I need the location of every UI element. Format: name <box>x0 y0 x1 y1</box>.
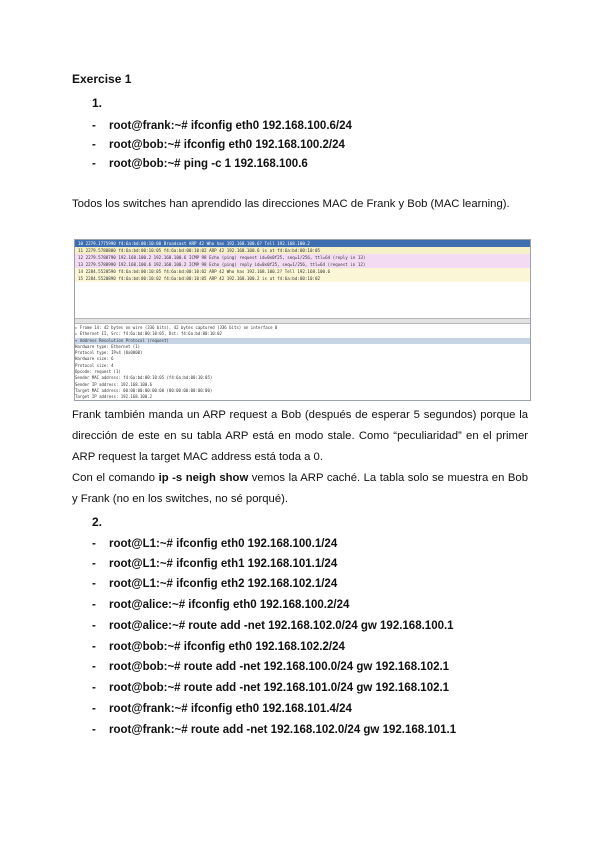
packet-row: 12 2279.5788790 192.168.100.2 192.168.100.6 ICMP 98 Echo (ping) request id=0x0f25, seq=1/256, ttl=64 (reply in 13) <box>75 254 530 261</box>
command-text: root@frank:~# ifconfig eth0 192.168.100.6/24 <box>109 120 352 132</box>
pane-divider <box>75 318 530 324</box>
detail-row: Target IP address: 192.168.100.2 <box>75 394 153 400</box>
detail-row: Sender MAC address: f4:6a:bd:00:10:05 (f4:6a:bd:00:10:05) <box>75 375 213 381</box>
packet-details <box>75 325 530 400</box>
bullet-dash: - <box>92 538 96 550</box>
command-text: root@frank:~# ifconfig eth0 192.168.101.4/24 <box>109 703 352 715</box>
command-line <box>92 620 454 632</box>
bullet-dash: - <box>92 558 96 570</box>
text-after: vemos la ARP caché. La tabla solo se muestra en Bob y Frank (no en los switches, no sé porqué). <box>72 472 529 505</box>
command-line <box>92 158 308 170</box>
bullet-dash: - <box>92 682 96 694</box>
bullet-dash: - <box>92 578 96 590</box>
command-line <box>92 682 449 694</box>
paragraph-mac-learning: Todos los switches han aprendido las direcciones MAC de Frank y Bob (MAC learning). <box>72 198 510 210</box>
packet-row: 15 2284.5520890 f4:6a:bd:00:10:02 f4:6a:bd:00:10:05 ARP 42 192.168.100.2 is at f4:6a:bd:00:10:02 <box>75 275 530 282</box>
command-text: root@bob:~# ping -c 1 192.168.100.6 <box>109 158 308 170</box>
command-text: root@frank:~# route add -net 192.168.102.0/24 gw 192.168.101.1 <box>109 724 457 736</box>
detail-row: ▸ Ethernet II, Src: f4:6a:bd:00:10:05, Dst: f4:6a:bd:00:10:02 <box>75 331 222 337</box>
paragraph-arp-stale: Frank también manda un ARP request a Bob (después de esperar 5 segundos) porque la dirección de este en su tabla ARP está en modo stale. Como “peculiaridad” en el primer ARP request la target MAC address está toda a 0. <box>72 409 528 463</box>
command-line <box>92 703 352 715</box>
command-text: root@L1:~# ifconfig eth2 192.168.102.1/24 <box>109 578 338 590</box>
command-line <box>92 724 456 736</box>
text-before: Con el comando <box>72 472 159 484</box>
packet-row: 14 2284.5520590 f4:6a:bd:00:10:05 f4:6a:bd:00:10:02 ARP 42 Who has 192.168.100.2? Tell 192.168.100.6 <box>75 268 530 275</box>
command-text: root@bob:~# ifconfig eth0 192.168.100.2/24 <box>109 139 345 151</box>
part-1-number: 1. <box>92 96 103 110</box>
bullet-dash: - <box>92 158 96 170</box>
command-line <box>92 139 345 151</box>
bullet-dash: - <box>92 724 96 736</box>
command-text: root@L1:~# ifconfig eth1 192.168.101.1/24 <box>109 558 338 570</box>
detail-row: Sender IP address: 192.168.100.6 <box>75 381 153 387</box>
detail-row: Hardware type: Ethernet (1) <box>75 343 141 349</box>
bullet-dash: - <box>92 661 96 673</box>
bullet-dash: - <box>92 599 96 611</box>
packet-list <box>75 240 530 315</box>
inline-command: ip -s neigh show <box>158 472 249 484</box>
detail-row: Target MAC address: 00:00:00:00:00:00 (00:00:00:00:00:00) <box>75 387 213 393</box>
bullet-dash: - <box>92 139 96 151</box>
detail-row: Hardware size: 6 <box>75 356 114 362</box>
exercise-title: Exercise 1 <box>72 72 132 86</box>
bullet-dash: - <box>92 703 96 715</box>
packet-row: 11 2279.5788800 f4:6a:bd:00:10:05 f4:6a:bd:00:10:02 ARP 42 192.168.100.6 is at f4:6a:bd:00:10:05 <box>75 247 530 254</box>
command-text: root@alice:~# ifconfig eth0 192.168.100.2/24 <box>109 599 350 611</box>
command-line <box>92 558 337 570</box>
detail-row: Protocol type: IPv4 (0x0800) <box>75 350 143 356</box>
command-line <box>92 641 345 653</box>
detail-row: Opcode: request (1) <box>75 369 121 375</box>
command-text: root@bob:~# route add -net 192.168.101.0/24 gw 192.168.102.1 <box>109 682 450 694</box>
command-line <box>92 661 449 673</box>
command-text: root@L1:~# ifconfig eth0 192.168.100.1/24 <box>109 538 338 550</box>
command-text: root@alice:~# route add -net 192.168.102.0/24 gw 192.168.100.1 <box>109 620 454 632</box>
command-line <box>92 120 352 132</box>
packet-row: 13 2279.5788990 192.168.100.6 192.168.100.2 ICMP 98 Echo (ping) reply id=0x0f25, seq=1/256, ttl=64 (request in 12) <box>75 261 530 268</box>
detail-row: ▸ Frame 14: 42 bytes on wire (336 bits), 42 bytes captured (336 bits) on interface 0 <box>75 325 278 330</box>
command-text: root@bob:~# ifconfig eth0 192.168.102.2/24 <box>109 641 345 653</box>
command-text: root@bob:~# route add -net 192.168.100.0/24 gw 192.168.102.1 <box>109 661 450 673</box>
bullet-dash: - <box>92 620 96 632</box>
detail-row: Protocol size: 4 <box>75 362 114 368</box>
command-line <box>92 578 337 590</box>
command-line <box>92 599 349 611</box>
part-2-number: 2. <box>92 515 103 529</box>
packet-row: 10 2279.1775990 f4:6a:bd:00:10:00 Broadcast ARP 42 Who has 192.168.100.6? Tell 192.168.100.2 <box>75 240 530 247</box>
paragraph-arp-cache <box>72 468 528 510</box>
bullet-dash: - <box>92 641 96 653</box>
packet-capture-screenshot <box>74 239 531 401</box>
bullet-dash: - <box>92 120 96 132</box>
detail-row: ▾ Address Resolution Protocol (request) <box>75 338 530 344</box>
command-line <box>92 538 337 550</box>
